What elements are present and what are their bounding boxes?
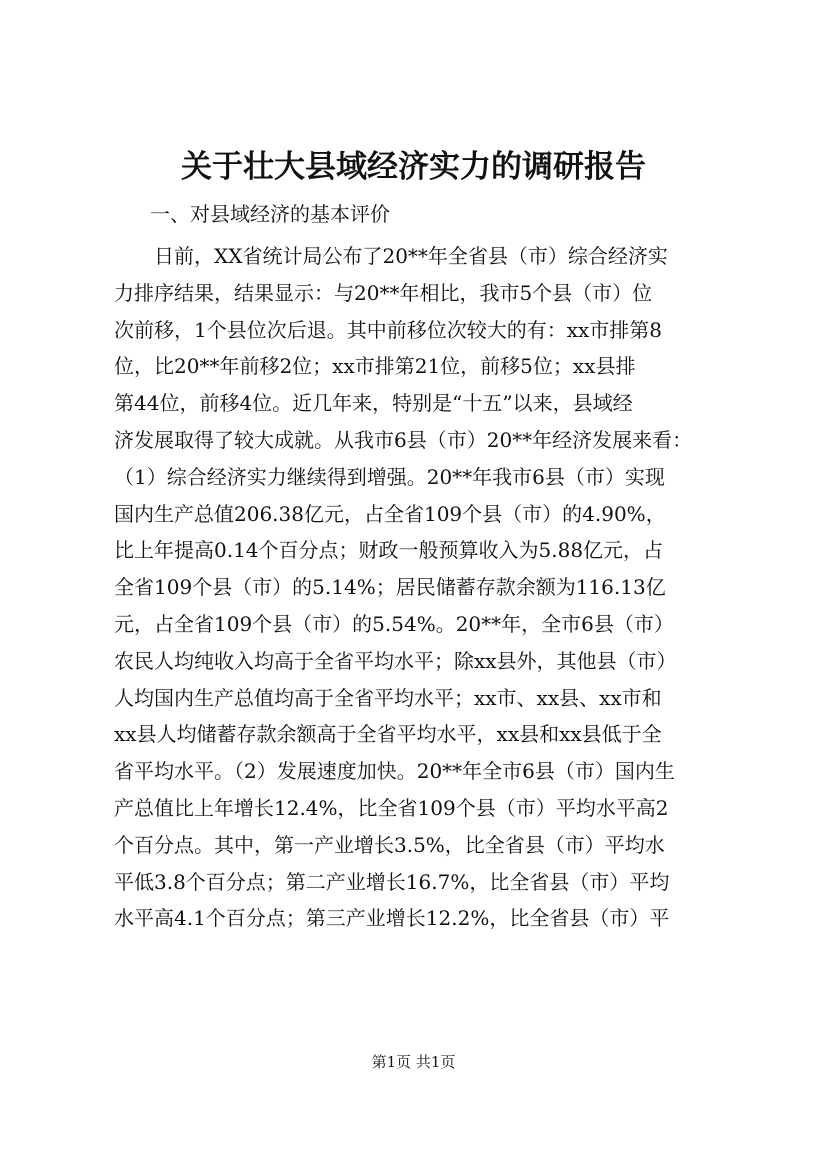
paragraph-line: 平低3.8个百分点；第二产业增长16.7%，比全省县（市）平均 (114, 869, 670, 894)
paragraph-line: 农民人均纯收入均高于全省平均水平；除xx县外，其他县（市） (114, 648, 677, 673)
paragraph-line: 全省109个县（市）的5.14%；居民储蓄存款余额为116.13亿 (114, 575, 666, 600)
paragraph-line: 日前，XX省统计局公布了20**年全省县（市）综合经济实 (154, 244, 668, 268)
page-number-footer: 第1页 共1页 (371, 1053, 456, 1071)
paragraph-line: 元，占全省109个县（市）的5.54%。20**年，全市6县（市） (114, 611, 674, 636)
body-paragraph (114, 238, 740, 937)
paragraph-line: 位，比20**年前移2位；xx市排第21位，前移5位；xx县排 (114, 354, 636, 379)
paragraph-line: xx县人均储蓄存款余额高于全省平均水平，xx县和xx县低于全 (114, 722, 662, 747)
paragraph-line: 人均国内生产总值均高于全省平均水平；xx市、xx县、xx市和 (114, 685, 662, 710)
paragraph-line: 次前移，1个县位次后退。其中前移位次较大的有：xx市排第8 (114, 317, 663, 342)
paragraph-line: 产总值比上年增长12.4%，比全省109个县（市）平均水平高2 (114, 795, 669, 820)
paragraph-line: 比上年提高0.14个百分点；财政一般预算收入为5.88亿元，占 (114, 538, 664, 563)
paragraph-line: （1）综合经济实力继续得到增强。20**年我市6县（市）实现 (114, 464, 665, 489)
paragraph-line: 济发展取得了较大成就。从我市6县（市）20**年经济发展来看： (114, 427, 693, 452)
document-title: 关于壮大县域经济实力的调研报告 (181, 149, 646, 185)
paragraph-line: 个百分点。其中，第一产业增长3.5%，比全省县（市）平均水 (114, 832, 665, 857)
paragraph-line: 省平均水平。（2）发展速度加快。20**年全市6县（市）国内生 (114, 759, 675, 784)
section-heading: 一、对县域经济的基本评价 (150, 202, 390, 226)
paragraph-line: 国内生产总值206.38亿元，占全省109个县（市）的4.90%， (114, 501, 666, 526)
paragraph-line: 力排序结果，结果显示：与20**年相比，我市5个县（市）位 (114, 280, 653, 305)
paragraph-line: 水平高4.1个百分点；第三产业增长12.2%，比全省县（市）平 (114, 906, 670, 931)
paragraph-line: 第44位，前移4位。近几年来，特别是“十五”以来，县域经 (114, 391, 633, 416)
